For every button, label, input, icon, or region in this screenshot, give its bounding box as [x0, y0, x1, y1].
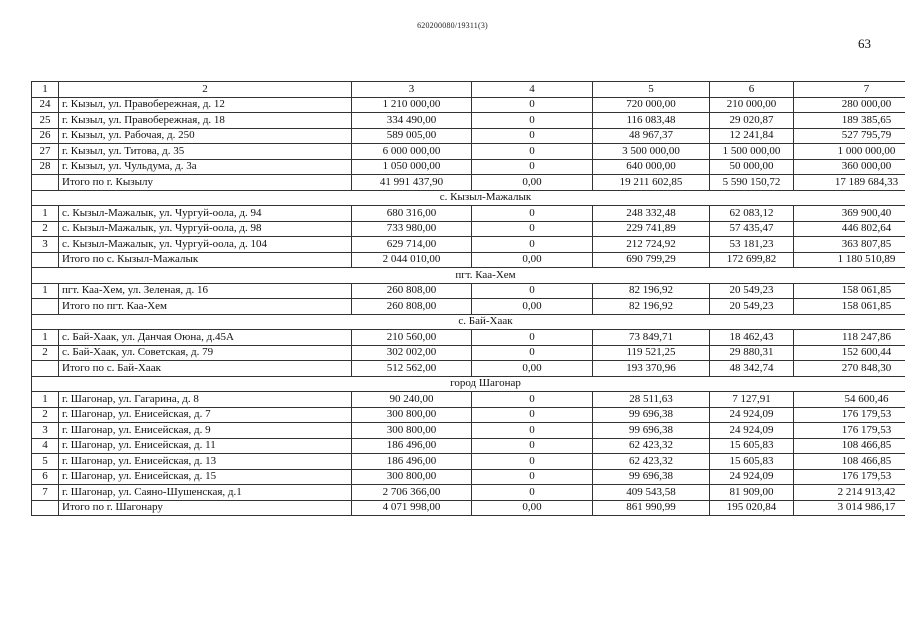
cell-local-funds: 5 590 150,72	[710, 175, 794, 191]
cell-other-funds: 360 000,00	[794, 159, 905, 175]
cell-other-funds: 363 807,85	[794, 237, 905, 253]
cell-regional-funds: 48 967,37	[593, 128, 710, 144]
cell-regional-funds: 119 521,25	[593, 345, 710, 361]
cell-total-cost: 302 002,00	[352, 345, 472, 361]
cell-regional-funds: 193 370,96	[593, 361, 710, 377]
cell-federal-funds: 0	[472, 423, 593, 439]
cell-row-number: 27	[32, 144, 59, 160]
cell-row-number: 2	[32, 221, 59, 237]
header-cell: 3	[352, 82, 472, 98]
cell-total-cost: 186 496,00	[352, 438, 472, 454]
cell-row-number: 28	[32, 159, 59, 175]
section-title: пгт. Каа-Хем	[32, 268, 905, 284]
cell-address: с. Кызыл-Мажалык, ул. Чургуй-оола, д. 98	[59, 221, 352, 237]
cell-row-number: 2	[32, 345, 59, 361]
table-header-row	[32, 82, 905, 98]
cell-regional-funds: 409 543,58	[593, 485, 710, 501]
table-row	[32, 469, 905, 485]
cell-federal-funds: 0	[472, 283, 593, 299]
budget-table	[31, 81, 905, 516]
cell-row-number: 25	[32, 113, 59, 129]
cell-address: Итого по с. Кызыл-Мажалык	[59, 252, 352, 268]
cell-address: Итого по с. Бай-Хаак	[59, 361, 352, 377]
cell-address: г. Шагонар, ул. Енисейская, д. 11	[59, 438, 352, 454]
cell-row-number: 1	[32, 206, 59, 222]
table-row	[32, 345, 905, 361]
cell-total-cost: 41 991 437,90	[352, 175, 472, 191]
cell-address: с. Кызыл-Мажалык, ул. Чургуй-оола, д. 104	[59, 237, 352, 253]
cell-total-cost: 260 808,00	[352, 299, 472, 315]
cell-row-number	[32, 252, 59, 268]
cell-total-cost: 512 562,00	[352, 361, 472, 377]
cell-total-cost: 629 714,00	[352, 237, 472, 253]
cell-regional-funds: 116 083,48	[593, 113, 710, 129]
cell-federal-funds: 0,00	[472, 252, 593, 268]
cell-other-funds: 176 179,53	[794, 407, 905, 423]
cell-regional-funds: 28 511,63	[593, 392, 710, 408]
cell-local-funds: 50 000,00	[710, 159, 794, 175]
section-row	[32, 314, 905, 330]
cell-local-funds: 12 241,84	[710, 128, 794, 144]
table-row	[32, 485, 905, 501]
table-row	[32, 407, 905, 423]
header-cell: 7	[794, 82, 905, 98]
cell-federal-funds: 0	[472, 330, 593, 346]
cell-local-funds: 24 924,09	[710, 407, 794, 423]
cell-federal-funds: 0	[472, 345, 593, 361]
table-body	[32, 82, 905, 516]
cell-address: Итого по пгт. Каа-Хем	[59, 299, 352, 315]
cell-regional-funds: 19 211 602,85	[593, 175, 710, 191]
cell-local-funds: 62 083,12	[710, 206, 794, 222]
cell-local-funds: 24 924,09	[710, 423, 794, 439]
cell-local-funds: 15 605,83	[710, 454, 794, 470]
cell-other-funds: 280 000,00	[794, 97, 905, 113]
cell-row-number: 7	[32, 485, 59, 501]
cell-other-funds: 2 214 913,42	[794, 485, 905, 501]
cell-local-funds: 20 549,23	[710, 299, 794, 315]
cell-federal-funds: 0	[472, 438, 593, 454]
table-row	[32, 206, 905, 222]
cell-address: с. Бай-Хаак, ул. Данчая Оюна, д.45А	[59, 330, 352, 346]
cell-other-funds: 189 385,65	[794, 113, 905, 129]
cell-total-cost: 4 071 998,00	[352, 500, 472, 516]
cell-total-cost: 680 316,00	[352, 206, 472, 222]
total-row	[32, 361, 905, 377]
cell-federal-funds: 0	[472, 144, 593, 160]
header-cell: 4	[472, 82, 593, 98]
cell-total-cost: 2 706 366,00	[352, 485, 472, 501]
cell-other-funds: 1 180 510,89	[794, 252, 905, 268]
cell-federal-funds: 0,00	[472, 361, 593, 377]
cell-total-cost: 186 496,00	[352, 454, 472, 470]
cell-other-funds: 118 247,86	[794, 330, 905, 346]
section-row	[32, 190, 905, 206]
table-row	[32, 97, 905, 113]
section-row	[32, 376, 905, 392]
cell-local-funds: 29 880,31	[710, 345, 794, 361]
total-row	[32, 500, 905, 516]
table-row	[32, 128, 905, 144]
cell-regional-funds: 82 196,92	[593, 283, 710, 299]
cell-local-funds: 7 127,91	[710, 392, 794, 408]
cell-local-funds: 48 342,74	[710, 361, 794, 377]
cell-row-number: 3	[32, 237, 59, 253]
section-title: с. Кызыл-Мажалык	[32, 190, 905, 206]
cell-other-funds: 270 848,30	[794, 361, 905, 377]
cell-address: г. Кызыл, ул. Титова, д. 35	[59, 144, 352, 160]
section-row	[32, 268, 905, 284]
cell-address: пгт. Каа-Хем, ул. Зеленая, д. 16	[59, 283, 352, 299]
header-cell: 6	[710, 82, 794, 98]
table-row	[32, 237, 905, 253]
cell-row-number	[32, 299, 59, 315]
cell-total-cost: 1 050 000,00	[352, 159, 472, 175]
cell-local-funds: 29 020,87	[710, 113, 794, 129]
section-title: город Шагонар	[32, 376, 905, 392]
table-row	[32, 113, 905, 129]
cell-regional-funds: 248 332,48	[593, 206, 710, 222]
table-row	[32, 454, 905, 470]
header-cell: 5	[593, 82, 710, 98]
cell-regional-funds: 99 696,38	[593, 469, 710, 485]
cell-other-funds: 17 189 684,33	[794, 175, 905, 191]
cell-address: г. Шагонар, ул. Гагарина, д. 8	[59, 392, 352, 408]
table-row	[32, 330, 905, 346]
cell-address: Итого по г. Шагонару	[59, 500, 352, 516]
cell-regional-funds: 720 000,00	[593, 97, 710, 113]
cell-regional-funds: 99 696,38	[593, 423, 710, 439]
cell-federal-funds: 0	[472, 159, 593, 175]
cell-regional-funds: 62 423,32	[593, 454, 710, 470]
cell-row-number: 6	[32, 469, 59, 485]
cell-row-number	[32, 361, 59, 377]
cell-address: г. Кызыл, ул. Правобережная, д. 12	[59, 97, 352, 113]
cell-total-cost: 210 560,00	[352, 330, 472, 346]
cell-address: г. Кызыл, ул. Чульдума, д. 3а	[59, 159, 352, 175]
cell-address: г. Шагонар, ул. Саяно-Шушенская, д.1	[59, 485, 352, 501]
cell-federal-funds: 0	[472, 392, 593, 408]
cell-other-funds: 176 179,53	[794, 469, 905, 485]
cell-federal-funds: 0	[472, 454, 593, 470]
cell-row-number: 24	[32, 97, 59, 113]
cell-other-funds: 54 600,46	[794, 392, 905, 408]
cell-other-funds: 152 600,44	[794, 345, 905, 361]
cell-federal-funds: 0	[472, 97, 593, 113]
cell-federal-funds: 0	[472, 407, 593, 423]
cell-federal-funds: 0	[472, 237, 593, 253]
cell-federal-funds: 0	[472, 469, 593, 485]
cell-other-funds: 527 795,79	[794, 128, 905, 144]
cell-federal-funds: 0,00	[472, 299, 593, 315]
cell-row-number: 4	[32, 438, 59, 454]
cell-other-funds: 108 466,85	[794, 454, 905, 470]
section-title: с. Бай-Хаак	[32, 314, 905, 330]
cell-address: Итого по г. Кызылу	[59, 175, 352, 191]
cell-address: г. Кызыл, ул. Рабочая, д. 250	[59, 128, 352, 144]
cell-other-funds: 158 061,85	[794, 283, 905, 299]
total-row	[32, 175, 905, 191]
document-stamp-code: 620200080/19311(3)	[417, 21, 488, 30]
cell-federal-funds: 0	[472, 221, 593, 237]
cell-federal-funds: 0	[472, 206, 593, 222]
cell-total-cost: 260 808,00	[352, 283, 472, 299]
cell-local-funds: 210 000,00	[710, 97, 794, 113]
cell-total-cost: 334 490,00	[352, 113, 472, 129]
cell-regional-funds: 73 849,71	[593, 330, 710, 346]
cell-address: г. Шагонар, ул. Енисейская, д. 15	[59, 469, 352, 485]
total-row	[32, 299, 905, 315]
cell-local-funds: 53 181,23	[710, 237, 794, 253]
cell-row-number: 2	[32, 407, 59, 423]
cell-federal-funds: 0,00	[472, 500, 593, 516]
cell-other-funds: 369 900,40	[794, 206, 905, 222]
cell-other-funds: 108 466,85	[794, 438, 905, 454]
cell-row-number: 3	[32, 423, 59, 439]
cell-total-cost: 589 005,00	[352, 128, 472, 144]
table-row	[32, 144, 905, 160]
cell-regional-funds: 3 500 000,00	[593, 144, 710, 160]
cell-federal-funds: 0	[472, 113, 593, 129]
cell-address: г. Шагонар, ул. Енисейская, д. 9	[59, 423, 352, 439]
cell-local-funds: 172 699,82	[710, 252, 794, 268]
cell-row-number: 1	[32, 283, 59, 299]
cell-regional-funds: 82 196,92	[593, 299, 710, 315]
cell-local-funds: 18 462,43	[710, 330, 794, 346]
cell-other-funds: 176 179,53	[794, 423, 905, 439]
cell-regional-funds: 690 799,29	[593, 252, 710, 268]
cell-address: с. Бай-Хаак, ул. Советская, д. 79	[59, 345, 352, 361]
cell-row-number: 1	[32, 392, 59, 408]
cell-regional-funds: 861 990,99	[593, 500, 710, 516]
cell-regional-funds: 229 741,89	[593, 221, 710, 237]
cell-address: г. Шагонар, ул. Енисейская, д. 13	[59, 454, 352, 470]
cell-other-funds: 3 014 986,17	[794, 500, 905, 516]
table-row	[32, 392, 905, 408]
cell-regional-funds: 99 696,38	[593, 407, 710, 423]
cell-regional-funds: 62 423,32	[593, 438, 710, 454]
cell-row-number: 1	[32, 330, 59, 346]
cell-local-funds: 57 435,47	[710, 221, 794, 237]
cell-other-funds: 446 802,64	[794, 221, 905, 237]
cell-row-number: 26	[32, 128, 59, 144]
cell-row-number	[32, 500, 59, 516]
cell-row-number	[32, 175, 59, 191]
cell-local-funds: 20 549,23	[710, 283, 794, 299]
cell-local-funds: 15 605,83	[710, 438, 794, 454]
cell-total-cost: 300 800,00	[352, 407, 472, 423]
cell-address: г. Кызыл, ул. Правобережная, д. 18	[59, 113, 352, 129]
cell-total-cost: 300 800,00	[352, 423, 472, 439]
cell-address: г. Шагонар, ул. Енисейская, д. 7	[59, 407, 352, 423]
cell-total-cost: 300 800,00	[352, 469, 472, 485]
header-cell: 2	[59, 82, 352, 98]
cell-federal-funds: 0	[472, 485, 593, 501]
cell-local-funds: 81 909,00	[710, 485, 794, 501]
cell-address: с. Кызыл-Мажалык, ул. Чургуй-оола, д. 94	[59, 206, 352, 222]
page-number: 63	[858, 36, 871, 51]
header-cell: 1	[32, 82, 59, 98]
cell-total-cost: 6 000 000,00	[352, 144, 472, 160]
cell-total-cost: 733 980,00	[352, 221, 472, 237]
cell-local-funds: 24 924,09	[710, 469, 794, 485]
cell-total-cost: 2 044 010,00	[352, 252, 472, 268]
cell-regional-funds: 640 000,00	[593, 159, 710, 175]
cell-total-cost: 1 210 000,00	[352, 97, 472, 113]
table-row	[32, 423, 905, 439]
cell-other-funds: 158 061,85	[794, 299, 905, 315]
cell-other-funds: 1 000 000,00	[794, 144, 905, 160]
table-row	[32, 283, 905, 299]
table-row	[32, 438, 905, 454]
cell-row-number: 5	[32, 454, 59, 470]
cell-federal-funds: 0	[472, 128, 593, 144]
cell-regional-funds: 212 724,92	[593, 237, 710, 253]
total-row	[32, 252, 905, 268]
table-row	[32, 221, 905, 237]
cell-federal-funds: 0,00	[472, 175, 593, 191]
cell-local-funds: 1 500 000,00	[710, 144, 794, 160]
table-row	[32, 159, 905, 175]
cell-local-funds: 195 020,84	[710, 500, 794, 516]
cell-total-cost: 90 240,00	[352, 392, 472, 408]
